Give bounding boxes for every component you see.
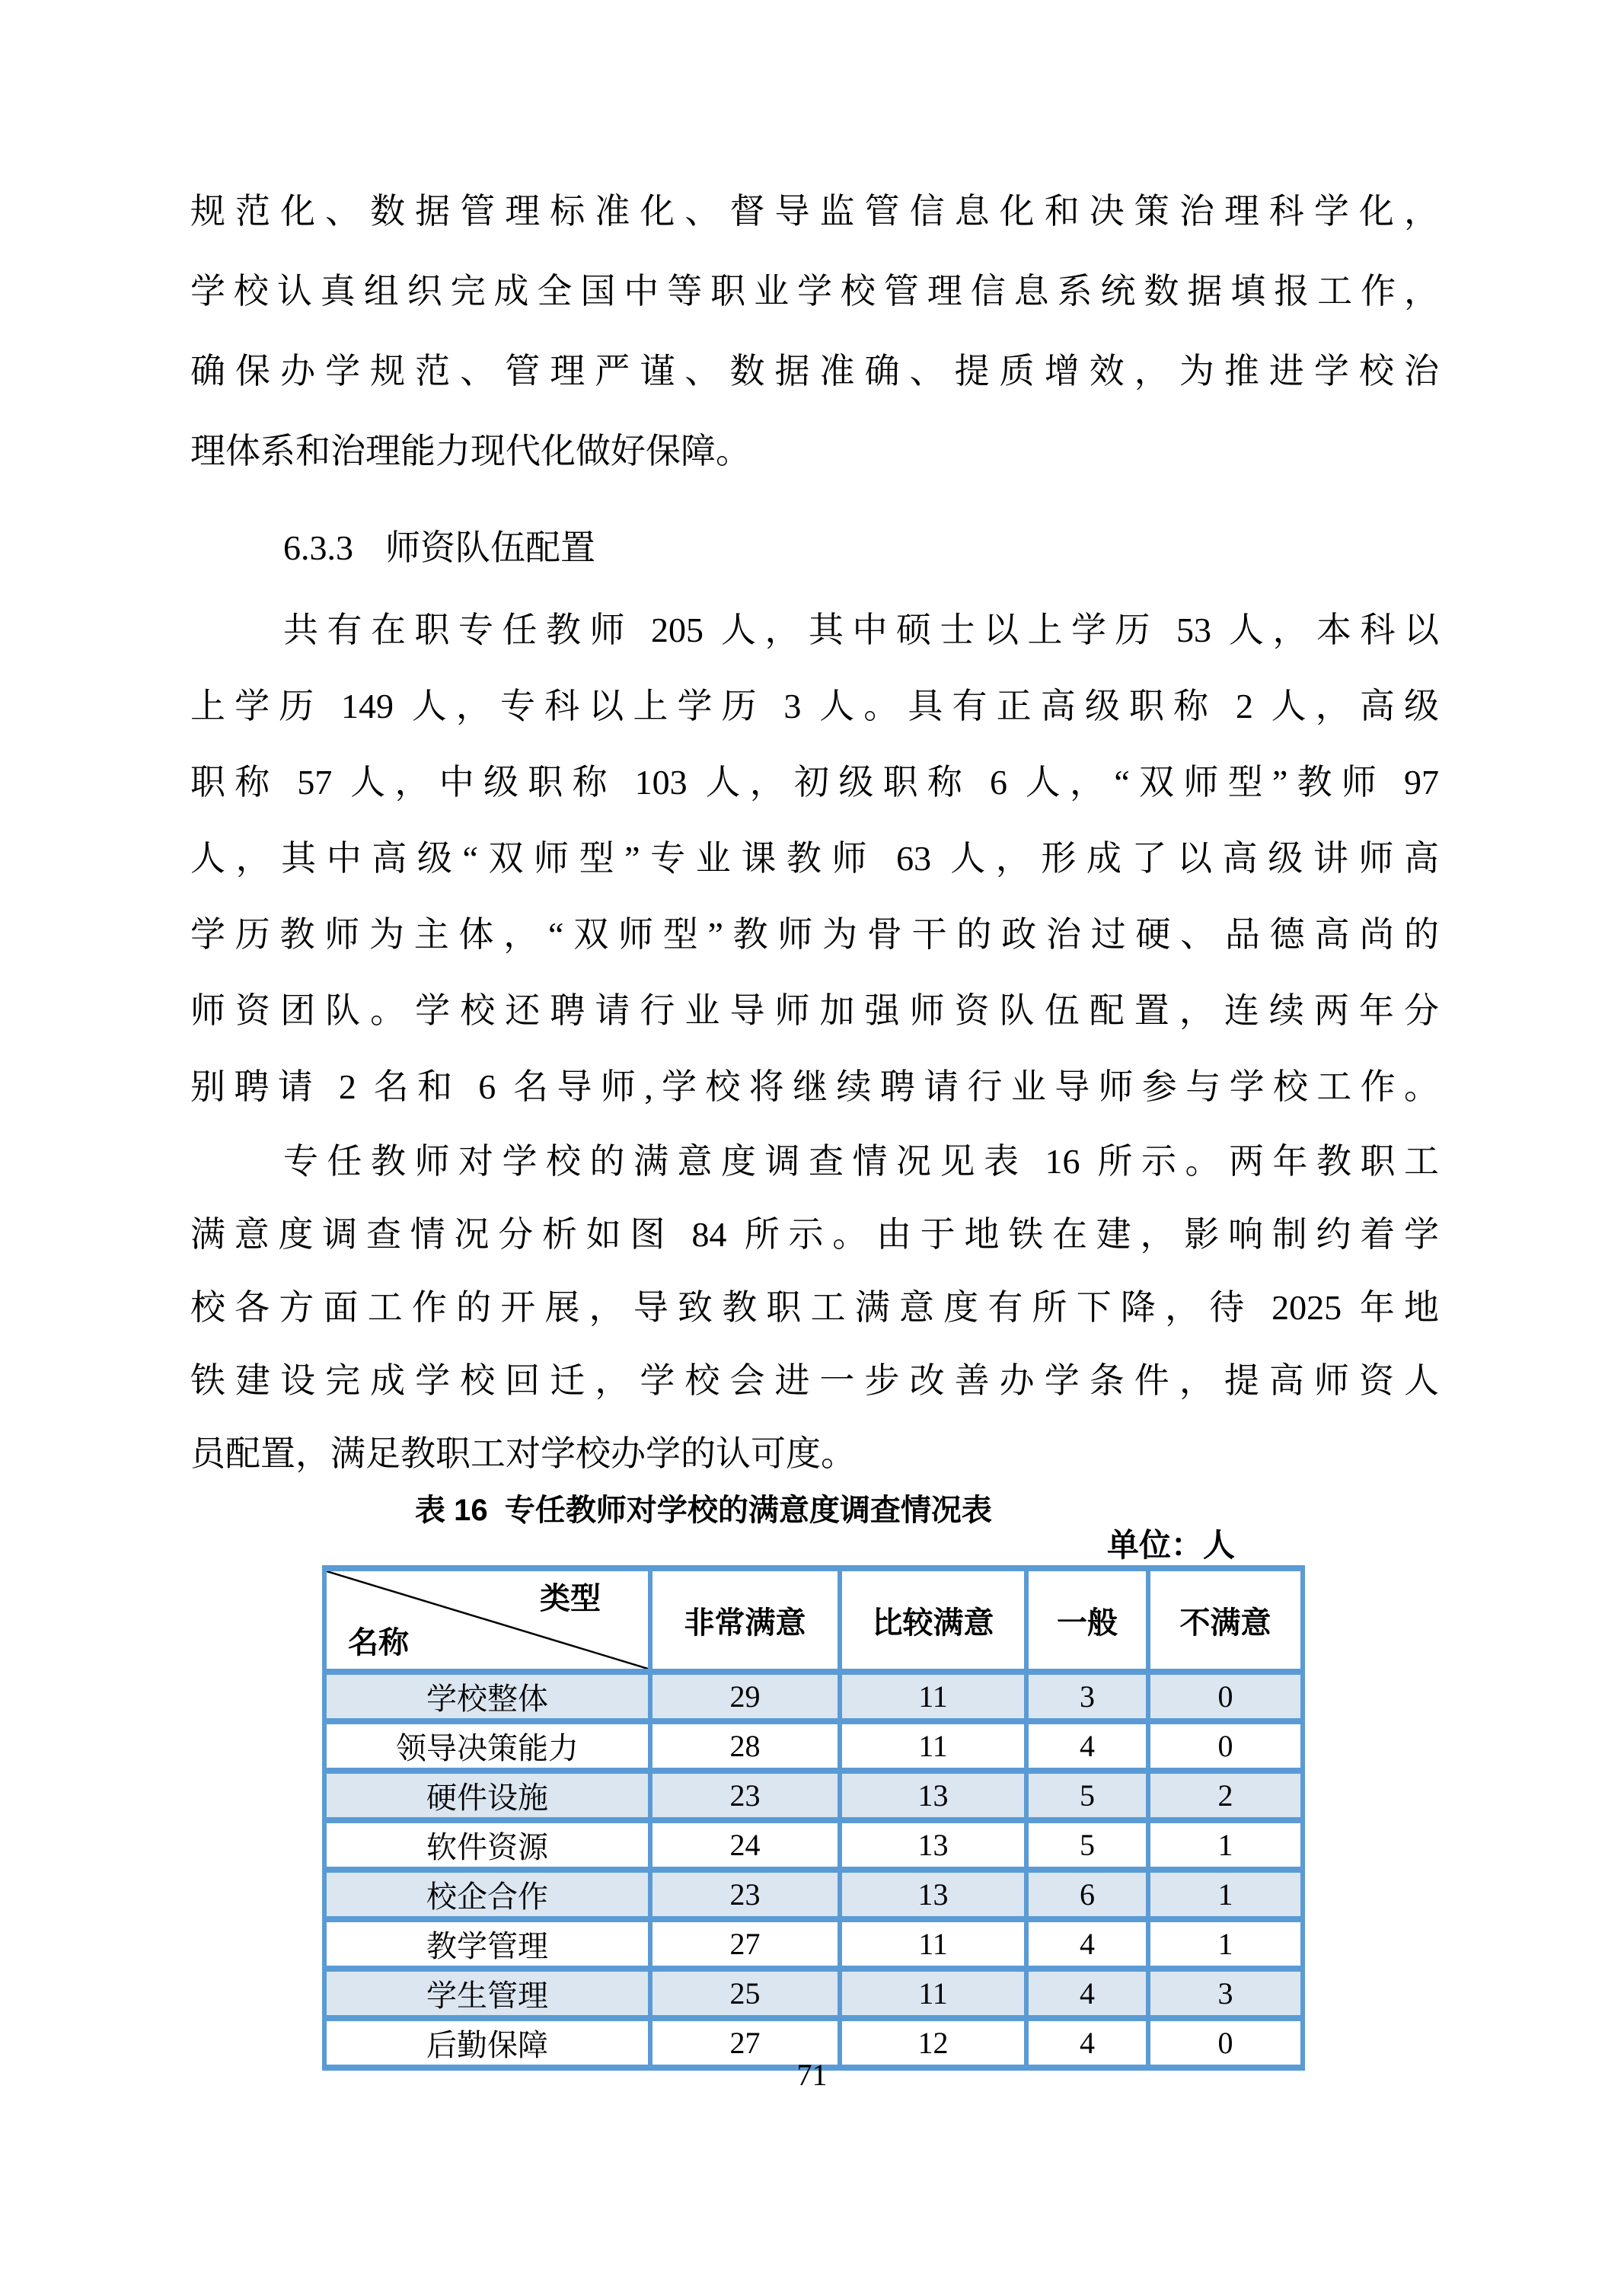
satisfaction-table	[322, 1565, 1305, 2071]
row-name-cell: 软件资源	[324, 1820, 650, 1870]
table-header-row	[324, 1568, 1303, 1672]
value-cell: 11	[840, 1919, 1026, 1969]
table-row	[324, 1969, 1303, 2018]
value-cell: 4	[1026, 1969, 1148, 2018]
row-name-cell: 学校整体	[324, 1672, 650, 1721]
value-cell: 25	[650, 1969, 840, 2018]
value-cell: 1	[1148, 1870, 1303, 1919]
text-line: 人，其中高级“双师型”专业课教师 63 人，形成了以高级讲师高	[190, 839, 1439, 878]
row-name-cell: 学生管理	[324, 1969, 650, 2018]
table-row	[324, 1771, 1303, 1820]
value-cell: 13	[840, 1771, 1026, 1820]
section-title: 师资队伍配置	[385, 528, 595, 567]
value-cell: 13	[840, 1820, 1026, 1870]
text-line: 校各方面工作的开展，导致教职工满意度有所下降，待 2025 年地	[190, 1288, 1439, 1327]
page-content	[190, 171, 1439, 2071]
text-line: 上学历 149 人，专科以上学历 3 人。具有正高级职称 2 人，高级	[190, 687, 1439, 725]
value-cell: 4	[1026, 1919, 1148, 1969]
section-heading	[190, 508, 1439, 588]
value-cell: 27	[650, 1919, 840, 1969]
paragraph-2	[190, 592, 1439, 1125]
corner-header-cell	[324, 1568, 650, 1672]
value-cell: 2	[1148, 1771, 1303, 1820]
text-line: 职称 57 人，中级职称 103 人，初级职称 6 人，“双师型”教师 97	[190, 763, 1439, 802]
value-cell: 3	[1148, 1969, 1303, 2018]
value-cell: 0	[1148, 1721, 1303, 1771]
paragraph-1	[190, 171, 1439, 491]
value-cell: 4	[1026, 2018, 1148, 2068]
text-line: 专任教师对学校的满意度调查情况见表 16 所示。两年教职工	[283, 1142, 1439, 1181]
text-line: 共有在职专任教师 205 人，其中硕士以上学历 53 人，本科以	[283, 611, 1439, 649]
value-cell: 3	[1026, 1672, 1148, 1721]
value-cell: 5	[1026, 1771, 1148, 1820]
value-cell: 23	[650, 1870, 840, 1919]
row-name-cell: 校企合作	[324, 1870, 650, 1919]
corner-label-type: 类型	[540, 1582, 601, 1615]
text-line: 学历教师为主体，“双师型”教师为骨干的政治过硬、品德高尚的	[190, 915, 1439, 954]
value-cell: 29	[650, 1672, 840, 1721]
value-cell: 6	[1026, 1870, 1148, 1919]
value-cell: 1	[1148, 1919, 1303, 1969]
value-cell: 24	[650, 1820, 840, 1870]
text-line: 理体系和治理能力现代化做好保障。	[190, 432, 751, 470]
row-name-cell: 后勤保障	[324, 2018, 650, 2068]
text-line: 员配置，满足教职工对学校办学的认可度。	[190, 1434, 856, 1473]
value-cell: 11	[840, 1969, 1026, 2018]
table-row	[324, 1919, 1303, 1969]
text-line: 满意度调查情况分析如图 84 所示。由于地铁在建，影响制约着学	[190, 1215, 1439, 1254]
section-number: 6.3.3	[283, 528, 353, 567]
table-row	[324, 1870, 1303, 1919]
corner-label-name: 名称	[348, 1626, 409, 1660]
text-line: 学校认真组织完成全国中等职业学校管理信息系统数据填报工作，	[190, 272, 1439, 311]
value-cell: 11	[840, 1672, 1026, 1721]
value-cell: 1	[1148, 1820, 1303, 1870]
paragraph-3	[190, 1125, 1439, 1491]
value-cell: 12	[840, 2018, 1026, 2068]
column-header: 一般	[1026, 1568, 1148, 1672]
value-cell: 28	[650, 1721, 840, 1771]
text-line: 规范化、数据管理标准化、督导监管信息化和决策治理科学化，	[190, 192, 1439, 231]
corner-wrap	[327, 1571, 648, 1669]
text-line: 师资团队。学校还聘请行业导师加强师资队伍配置，连续两年分	[190, 991, 1439, 1030]
value-cell: 13	[840, 1870, 1026, 1919]
column-header: 比较满意	[840, 1568, 1026, 1672]
text-line: 确保办学规范、管理严谨、数据准确、提质增效，为推进学校治	[190, 352, 1439, 391]
table-row	[324, 1721, 1303, 1771]
value-cell: 27	[650, 2018, 840, 2068]
page-number: 71	[796, 2058, 828, 2092]
row-name-cell: 硬件设施	[324, 1771, 650, 1820]
column-header: 非常满意	[650, 1568, 840, 1672]
value-cell: 11	[840, 1721, 1026, 1771]
table-row	[324, 1672, 1303, 1721]
text-line: 别聘请 2 名和 6 名导师,学校将继续聘请行业导师参与学校工作。	[190, 1067, 1439, 1106]
row-name-cell: 教学管理	[324, 1919, 650, 1969]
value-cell: 0	[1148, 2018, 1303, 2068]
value-cell: 23	[650, 1771, 840, 1820]
column-header: 不满意	[1148, 1568, 1303, 1672]
unit-label: 单位：人	[1106, 1527, 1235, 1563]
value-cell: 0	[1148, 1672, 1303, 1721]
text-line: 铁建设完成学校回迁，学校会进一步改善办学条件，提高师资人	[190, 1361, 1439, 1400]
value-cell: 5	[1026, 1820, 1148, 1870]
value-cell: 4	[1026, 1721, 1148, 1771]
table-caption: 表 16 专任教师对学校的满意度调查情况表	[415, 1494, 992, 1527]
table-row	[324, 1820, 1303, 1870]
row-name-cell: 领导决策能力	[324, 1721, 650, 1771]
